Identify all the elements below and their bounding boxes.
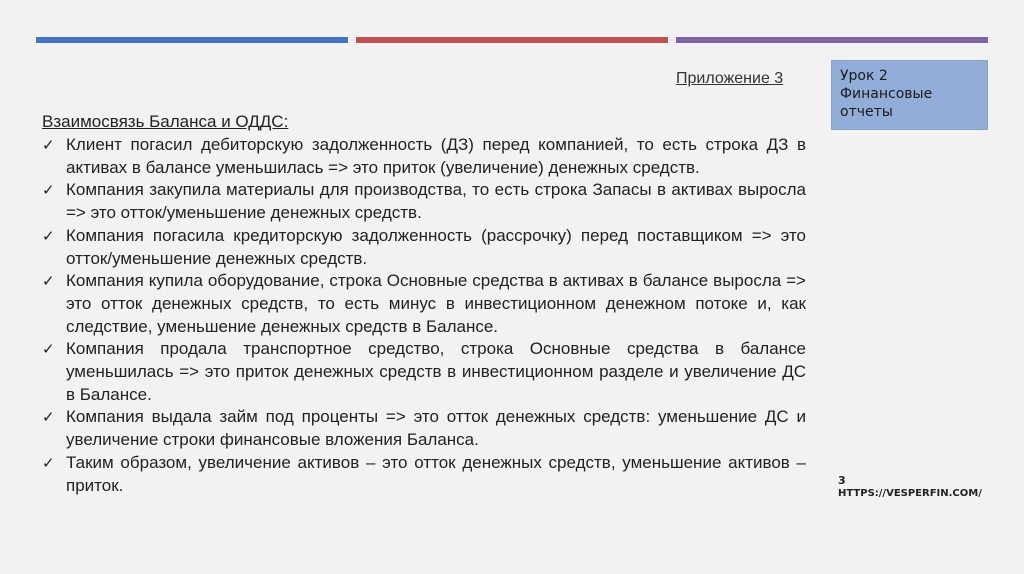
- check-icon: ✓: [42, 226, 55, 245]
- list-item-text: Таким образом, увеличение активов – это отток денежных средств, уменьшение активов – приток.: [66, 452, 806, 495]
- list-item: [42, 179, 806, 224]
- top-bar-blue: [36, 37, 348, 43]
- check-icon: ✓: [42, 181, 55, 200]
- bullet-list: [42, 134, 806, 497]
- check-icon: ✓: [42, 272, 55, 291]
- check-icon: ✓: [42, 136, 55, 154]
- list-item-text: Компания закупила материалы для производства, то есть строка Запасы в активах выросла => это отток/уменьшение денежных средств.: [66, 180, 806, 223]
- check-icon: ✓: [42, 453, 55, 472]
- list-item: [42, 452, 806, 497]
- list-item: [42, 338, 806, 406]
- list-item: [42, 270, 806, 338]
- lesson-box: [831, 60, 988, 130]
- list-item: [42, 225, 806, 270]
- list-item-text: Компания погасила кредиторскую задолженность (рассрочку) перед поставщиком => это отток/уменьшение денежных средств.: [66, 225, 806, 268]
- top-bar-red: [356, 37, 668, 43]
- list-item-text: Клиент погасил дебиторскую задолженность (ДЗ) перед компанией, то есть строка ДЗ в активах в балансе уменьшилась => это приток (увеличение) денежных средств.: [66, 135, 806, 177]
- list-item: [42, 406, 806, 451]
- check-icon: ✓: [42, 340, 55, 359]
- top-bar-purple: [676, 37, 988, 43]
- appendix-label: Приложение 3: [676, 70, 784, 87]
- list-item-text: Компания купила оборудование, строка Основные средства в активах в балансе выросла => это отток денежных средств, то есть минус в инвестиционном денежном потоке и, как следствие, уменьшение денежных средств в Балансе.: [66, 271, 806, 336]
- list-item: [42, 134, 806, 179]
- page-number: 3: [838, 474, 846, 487]
- list-item-text: Компания продала транспортное средство, строка Основные средства в балансе уменьшилась => это приток денежных средств в инвестиционном разделе и увеличение ДС в Балансе.: [66, 339, 806, 404]
- list-item-text: Компания выдала займ под проценты => это отток денежных средств: уменьшение ДС и увеличение строки финансовые вложения Баланса.: [66, 407, 806, 450]
- lesson-title-line2: отчеты: [840, 104, 893, 120]
- section-title: Взаимосвязь Баланса и ОДДС:: [42, 112, 289, 131]
- lesson-number: Урок 2: [840, 68, 888, 84]
- lesson-title-line1: Финансовые: [840, 86, 933, 102]
- site-url[interactable]: HTTPS://VESPERFIN.COM/: [838, 488, 982, 499]
- check-icon: ✓: [42, 408, 55, 427]
